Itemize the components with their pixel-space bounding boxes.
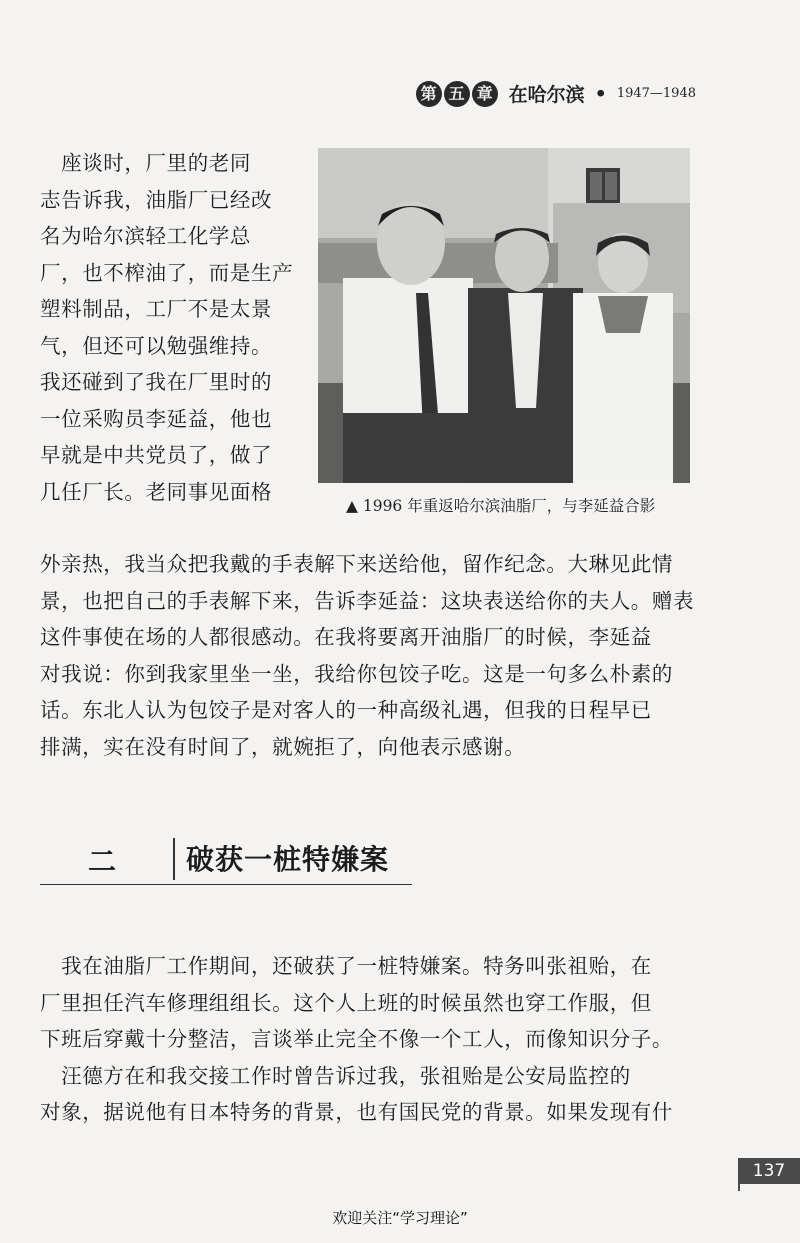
text-line: 对象，据说他有日本特务的背景，也有国民党的背景。如果发现有什 — [40, 1100, 673, 1124]
text-line: 排满，实在没有时间了，就婉拒了，向他表示感谢。 — [40, 734, 526, 759]
chapter-badge-char: 章 — [472, 81, 498, 107]
text-line: 一位采购员李延益，他也 — [40, 406, 273, 431]
text-line: 志告诉我，油脂厂已经改 — [40, 187, 273, 212]
running-header — [415, 80, 696, 107]
chapter-badge — [415, 81, 499, 107]
text-line: 座谈时，厂里的老同 — [40, 151, 251, 175]
text-line: 塑料制品，工厂不是太景 — [40, 297, 273, 321]
text-line: 汪德方在和我交接工作时曾告诉过我，张祖贻是公安局监控的 — [40, 1063, 631, 1088]
text-line: 外亲热，我当众把我戴的手表解下来送给他，留作纪念。大琳见此情 — [40, 552, 673, 576]
page-number: 137 — [738, 1158, 800, 1184]
text-line: 话。东北人认为包饺子是对客人的一种高级礼遇，但我的日程早已 — [40, 698, 652, 722]
header-dot: • — [594, 82, 607, 105]
text-line: 气，但还可以勉强维持。 — [40, 333, 273, 358]
section-title: 破获一桩特嫌案 — [186, 843, 390, 876]
photo-illustration — [318, 148, 690, 483]
photo-caption: ▲ 1996 年重返哈尔滨油脂厂，与李延益合影 — [346, 497, 656, 515]
text-line: 对我说：你到我家里坐一坐，我给你包饺子吃。这是一句多么朴素的 — [40, 661, 673, 686]
text-line: 厂，也不榨油了，而是生产 — [40, 260, 294, 285]
text-line: 景，也把自己的手表解下来，告诉李延益：这块表送给你的夫人。赠表 — [40, 588, 695, 613]
continuation-paragraph — [40, 546, 700, 765]
section-number: 二 — [88, 845, 117, 878]
text-line: 下班后穿戴十分整洁，言谈举止完全不像一个工人，而像知识分子。 — [40, 1027, 673, 1051]
text-line: 我还碰到了我在厂里时的 — [40, 370, 273, 394]
text-line: 厂里担任汽车修理组组长。这个人上班的时候虽然也穿工作服，但 — [40, 990, 652, 1015]
text-line: 名为哈尔滨轻工化学总 — [40, 224, 251, 248]
chapter-title: 在哈尔滨 — [508, 84, 585, 106]
section-heading — [40, 826, 412, 885]
chapter-years: 1947—1948 — [616, 86, 696, 101]
page-number-tick — [738, 1183, 740, 1191]
body-paragraph — [40, 948, 700, 1131]
text-line: 几任厂长。老同事见面格 — [40, 479, 273, 504]
text-line: 早就是中共党员了，做了 — [40, 443, 273, 467]
text-line: 我在油脂厂工作期间，还破获了一桩特嫌案。特务叫张祖贻，在 — [40, 954, 652, 978]
footer-text: 欢迎关注“学习理论” — [332, 1209, 468, 1227]
group-photo — [318, 148, 690, 483]
chapter-badge-char: 五 — [444, 81, 470, 107]
section-divider — [173, 838, 175, 880]
chapter-badge-char: 第 — [416, 81, 442, 107]
side-paragraph — [40, 145, 302, 510]
text-line: 这件事使在场的人都很感动。在我将要离开油脂厂的时候，李延益 — [40, 625, 652, 649]
